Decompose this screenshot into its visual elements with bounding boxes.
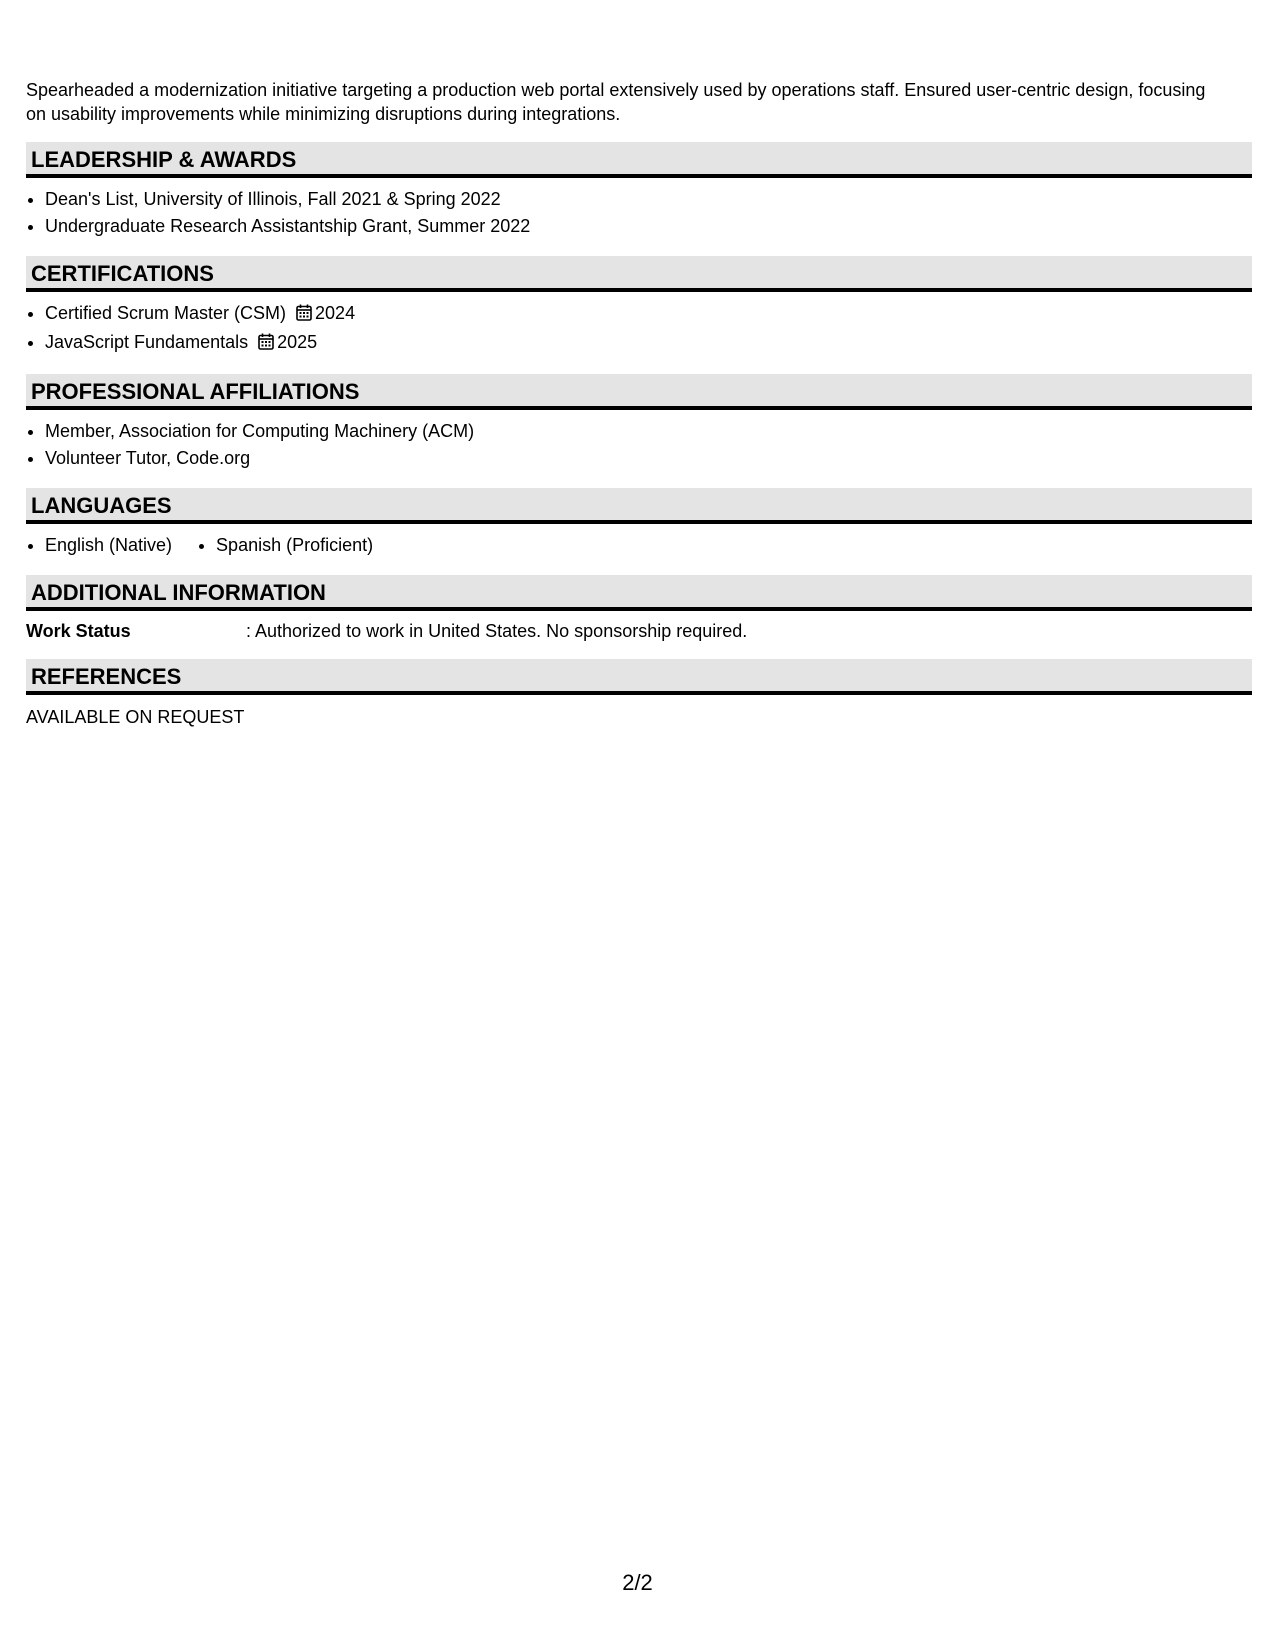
section-header-leadership: LEADERSHIP & AWARDS [26, 142, 1252, 178]
list-item: • Member, Association for Computing Machinery (ACM) [45, 418, 1252, 445]
section-header-additional: ADDITIONAL INFORMATION [26, 575, 1252, 611]
calendar-icon [258, 331, 274, 358]
list-item: • Volunteer Tutor, Code.org [45, 445, 1252, 472]
list-item: • Undergraduate Research Assistantship Grant, Summer 2022 [45, 213, 1252, 240]
affiliations-list [26, 418, 1252, 472]
certification-year: 2024 [315, 303, 356, 323]
references-text: AVAILABLE ON REQUEST [26, 707, 245, 727]
certification-year: 2025 [277, 332, 318, 352]
certifications-list [26, 300, 1252, 358]
list-item [45, 300, 1252, 329]
certification-name: JavaScript Fundamentals [45, 332, 249, 352]
list-item [45, 329, 1252, 358]
certification-name: Certified Scrum Master (CSM) [45, 303, 287, 323]
section-header-certifications: CERTIFICATIONS [26, 256, 1252, 292]
work-status-value: : Authorized to work in United States. No sponsorship required. [246, 621, 748, 641]
work-status-row [26, 619, 1252, 643]
work-status-label: Work Status [26, 621, 131, 641]
calendar-icon [296, 302, 312, 329]
page-number: 2/2 [622, 1570, 653, 1595]
section-header-affiliations: PROFESSIONAL AFFILIATIONS [26, 374, 1252, 410]
resume-page [26, 0, 1252, 729]
section-header-references: REFERENCES [26, 659, 1252, 695]
section-header-languages: LANGUAGES [26, 488, 1252, 524]
list-item: • English (Native) [45, 532, 172, 559]
project-description: Spearheaded a modernization initiative targeting a production web portal extensively used by operations staff. Ensured user-centric design, focusing on usability improvements while minimizing disruptions during integrations. [26, 80, 1206, 124]
languages-list [26, 532, 1252, 559]
list-item: • Dean's List, University of Illinois, Fall 2021 & Spring 2022 [45, 186, 1252, 213]
list-item: • Spanish (Proficient) [216, 532, 373, 559]
leadership-list [26, 186, 1252, 240]
